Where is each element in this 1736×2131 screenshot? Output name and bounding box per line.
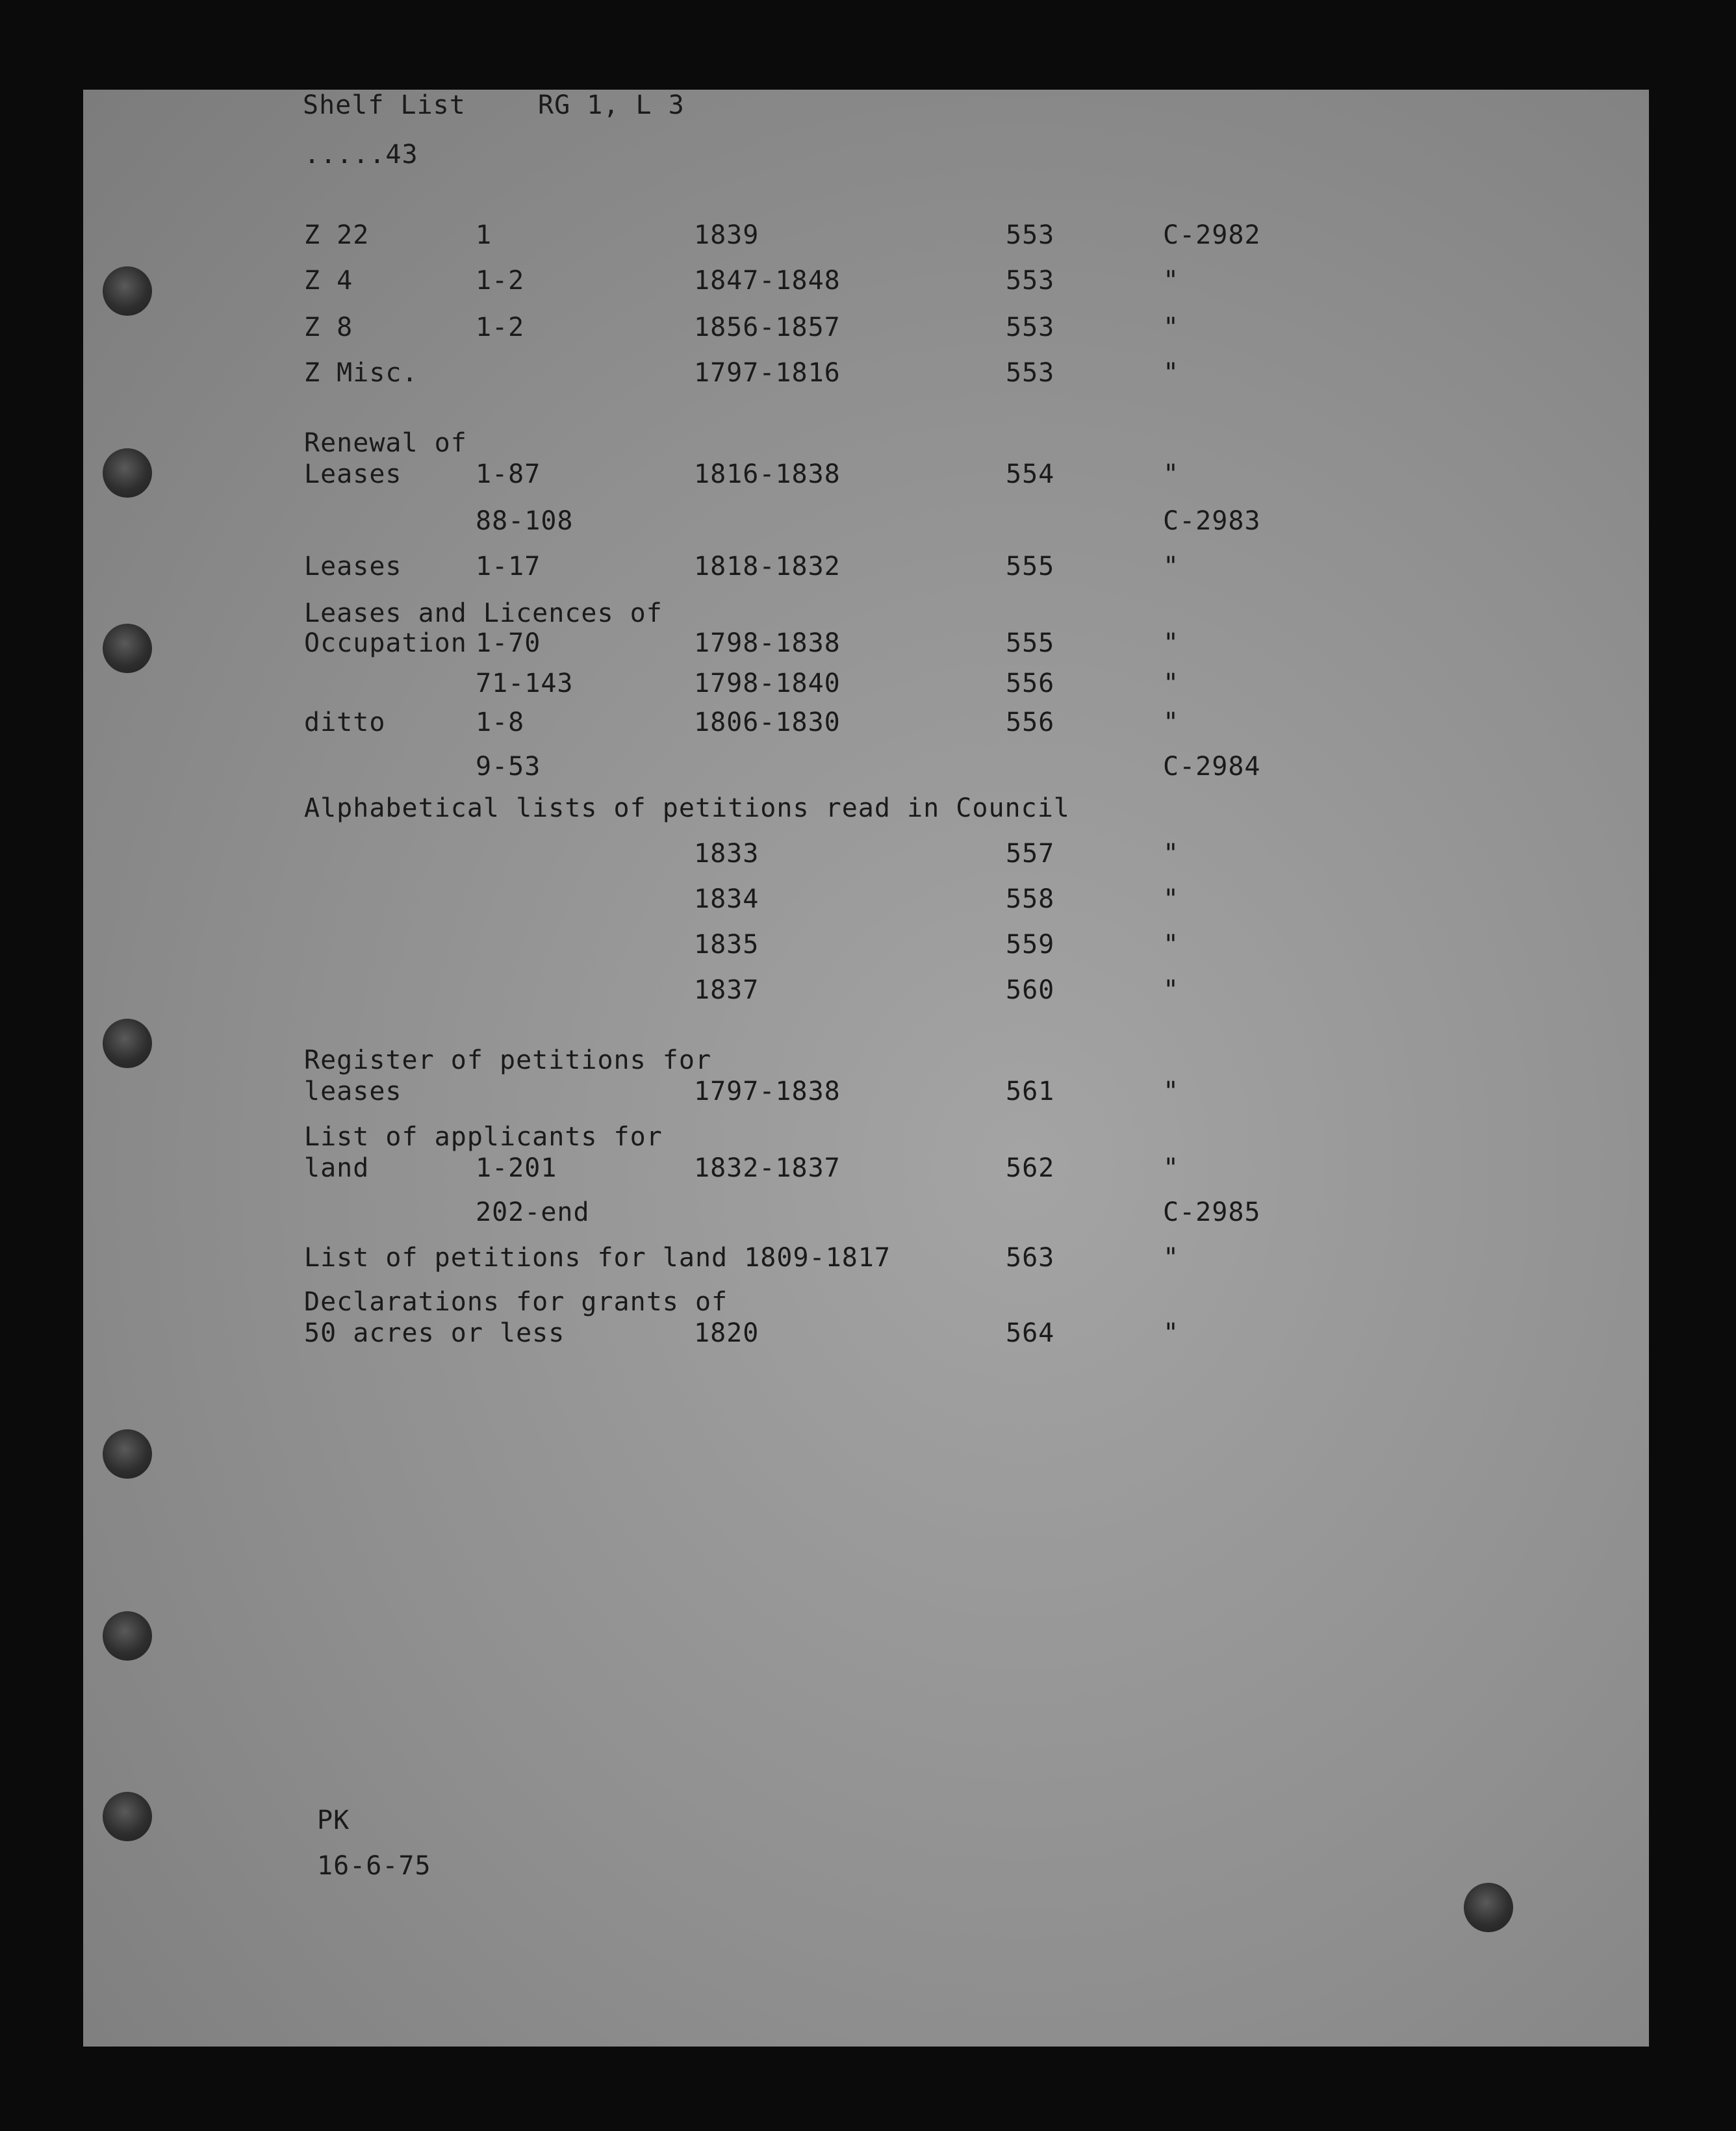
volume-number: 562 [1006, 1153, 1055, 1183]
volume-number: 558 [1006, 884, 1055, 914]
entry-label: Register of petitions for [304, 1045, 712, 1075]
date-range: 1834 [694, 884, 760, 914]
entry-label: Leases and Licences of [304, 598, 663, 628]
entry-label: land [304, 1153, 370, 1183]
volume-number: 553 [1006, 266, 1055, 296]
volume-range: 1-70 [476, 628, 541, 658]
date-range: 1835 [694, 930, 760, 960]
reel-number: " [1163, 313, 1180, 342]
initials: PK [317, 1806, 350, 1835]
page-reference: .....43 [304, 140, 418, 170]
reel-number: " [1163, 628, 1180, 658]
entry-label: Declarations for grants of [304, 1287, 728, 1317]
date-range: 1837 [694, 975, 760, 1005]
reel-number: C-2982 [1163, 220, 1261, 250]
date-range: 1798-1838 [694, 628, 841, 658]
reel-number: C-2984 [1163, 752, 1261, 782]
entry-label: ditto [304, 708, 386, 737]
reel-number: " [1163, 552, 1180, 581]
date-range: 1847-1848 [694, 266, 841, 296]
date-range: 1816-1838 [694, 459, 841, 489]
volume-number: 553 [1006, 220, 1055, 250]
punch-hole [103, 1429, 152, 1479]
reel-number: C-2983 [1163, 506, 1261, 536]
volume-number: 556 [1006, 669, 1055, 698]
punch-hole [1464, 1883, 1513, 1932]
reel-number: " [1163, 459, 1180, 489]
entry-label: Occupation [304, 628, 467, 658]
reel-number: " [1163, 930, 1180, 960]
entry-label: Leases [304, 459, 402, 489]
date-range: 1833 [694, 839, 760, 869]
reel-number: " [1163, 358, 1180, 388]
volume-number: 554 [1006, 459, 1055, 489]
punch-hole [103, 1611, 152, 1661]
reel-number: " [1163, 975, 1180, 1005]
punch-hole [103, 266, 152, 316]
date-range: 1856-1857 [694, 313, 841, 342]
volume-number: 555 [1006, 552, 1055, 581]
volume-number: 564 [1006, 1318, 1055, 1348]
volume-number: 553 [1006, 313, 1055, 342]
date-range: 1820 [694, 1318, 760, 1348]
reel-number: " [1163, 884, 1180, 914]
entry-label: List of applicants for [304, 1122, 663, 1152]
reel-number: " [1163, 1318, 1180, 1348]
volume-number: 559 [1006, 930, 1055, 960]
record-group-code: RG 1, L 3 [538, 90, 685, 120]
volume-range: 9-53 [476, 752, 541, 782]
entry-label: Z Misc. [304, 358, 418, 388]
volume-range: 1-87 [476, 459, 541, 489]
date-range: 1797-1838 [694, 1077, 841, 1106]
reel-number: " [1163, 1077, 1180, 1106]
entry-label: Z 4 [304, 266, 353, 296]
date-range: 1806-1830 [694, 708, 841, 737]
entry-label: 50 acres or less [304, 1318, 565, 1348]
reel-number: " [1163, 1153, 1180, 1183]
date-range: 1818-1832 [694, 552, 841, 581]
shelf-list-title: Shelf List [303, 90, 466, 120]
punch-hole [103, 624, 152, 673]
reel-number: " [1163, 669, 1180, 698]
entry-label: Renewal of [304, 428, 467, 458]
volume-range: 71-143 [476, 669, 574, 698]
reel-number: " [1163, 1243, 1180, 1273]
date-stamp: 16-6-75 [317, 1851, 431, 1881]
date-range: 1798-1840 [694, 669, 841, 698]
volume-range: 1-201 [476, 1153, 557, 1183]
entry-label: Leases [304, 552, 402, 581]
reel-number: " [1163, 266, 1180, 296]
entry-label: Z 8 [304, 313, 353, 342]
punch-hole [103, 1019, 152, 1068]
volume-number: 555 [1006, 628, 1055, 658]
volume-number: 563 [1006, 1243, 1055, 1273]
entry-label: leases [304, 1077, 402, 1106]
date-range: 1832-1837 [694, 1153, 841, 1183]
entry-label: Z 22 [304, 220, 370, 250]
volume-range: 1-2 [476, 266, 525, 296]
volume-range: 1 [476, 220, 492, 250]
punch-hole [103, 448, 152, 498]
volume-number: 557 [1006, 839, 1055, 869]
reel-number: " [1163, 708, 1180, 737]
reel-number: C-2985 [1163, 1197, 1261, 1227]
date-range: 1839 [694, 220, 760, 250]
volume-range: 1-17 [476, 552, 541, 581]
volume-number: 553 [1006, 358, 1055, 388]
volume-number: 561 [1006, 1077, 1055, 1106]
volume-number: 556 [1006, 708, 1055, 737]
volume-number: 560 [1006, 975, 1055, 1005]
entry-label: Alphabetical lists of petitions read in Council [304, 793, 1070, 823]
entry-label: List of petitions for land 1809-1817 [304, 1243, 891, 1273]
date-range: 1797-1816 [694, 358, 841, 388]
volume-range: 1-8 [476, 708, 525, 737]
document-page [83, 90, 1649, 2047]
punch-hole [103, 1792, 152, 1841]
volume-range: 88-108 [476, 506, 574, 536]
volume-range: 202-end [476, 1197, 590, 1227]
volume-range: 1-2 [476, 313, 525, 342]
reel-number: " [1163, 839, 1180, 869]
